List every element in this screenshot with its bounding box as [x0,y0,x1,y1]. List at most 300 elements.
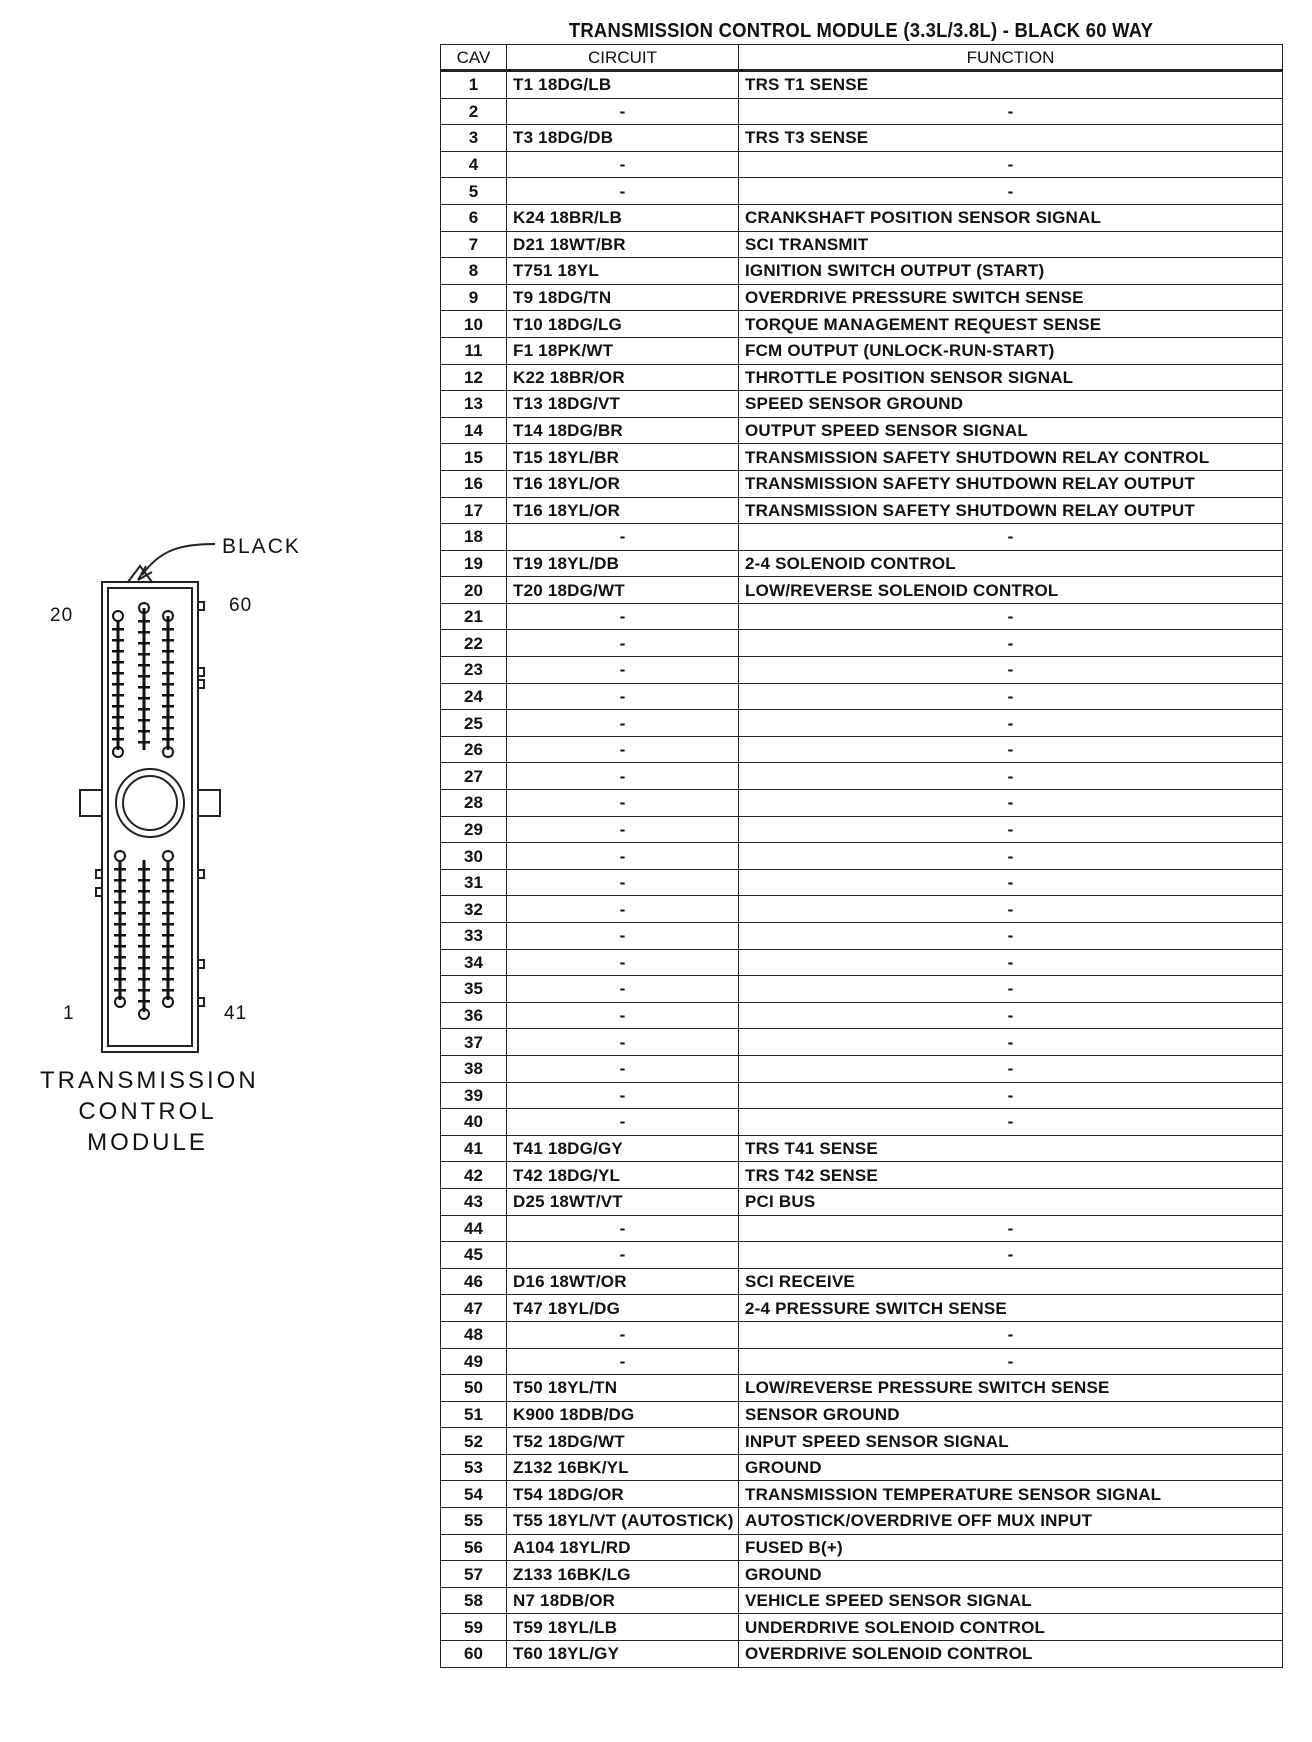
pin-tick [112,672,124,675]
center-bolt-outer [116,769,184,837]
circuit-cell: - [507,151,739,178]
cav-cell: 13 [441,391,507,418]
cav-cell: 18 [441,524,507,551]
module-name [40,1065,259,1158]
function-cell: TRANSMISSION TEMPERATURE SENSOR SIGNAL [739,1481,1283,1508]
cav-cell: 16 [441,470,507,497]
circuit-cell: - [507,710,739,737]
pin-1-label: 1 [63,1003,75,1024]
pin-tick [162,727,174,730]
circuit-cell: T55 18YL/VT (AUTOSTICK) [507,1508,739,1535]
circuit-cell: F1 18PK/WT [507,337,739,364]
circuit-cell: T52 18DG/WT [507,1428,739,1455]
circuit-cell: K900 18DB/DG [507,1401,739,1428]
function-cell: SPEED SENSOR GROUND [739,391,1283,418]
function-cell: - [739,524,1283,551]
circuit-cell: N7 18DB/OR [507,1587,739,1614]
table-row [441,1534,1283,1561]
table-row [441,1375,1283,1402]
circuit-cell: - [507,1055,739,1082]
table-row [441,577,1283,604]
table-row [441,1321,1283,1348]
table-row [441,151,1283,178]
function-cell: IGNITION SWITCH OUTPUT (START) [739,258,1283,285]
cav-cell: 52 [441,1428,507,1455]
circuit-cell: - [507,603,739,630]
table-row [441,284,1283,311]
function-cell: - [739,151,1283,178]
cav-cell: 47 [441,1295,507,1322]
circuit-cell: - [507,683,739,710]
pin-tick [162,716,174,719]
circuit-cell: - [507,736,739,763]
function-cell: - [739,763,1283,790]
table-row [441,1401,1283,1428]
function-cell: - [739,657,1283,684]
cav-cell: 36 [441,1002,507,1029]
function-cell: OVERDRIVE SOLENOID CONTROL [739,1641,1283,1668]
table-row [441,1109,1283,1136]
function-cell: TRANSMISSION SAFETY SHUTDOWN RELAY OUTPUT [739,497,1283,524]
cav-cell: 34 [441,949,507,976]
table-row [441,391,1283,418]
circuit-cell: - [507,1321,739,1348]
pin-tick [114,956,126,959]
table-row [441,1614,1283,1641]
circuit-cell: - [507,843,739,870]
table-row [441,204,1283,231]
circuit-cell: - [507,630,739,657]
function-cell: - [739,1082,1283,1109]
circuit-cell: - [507,1215,739,1242]
table-row [441,1242,1283,1269]
circuit-cell: K24 18BR/LB [507,204,739,231]
circuit-cell: T14 18DG/BR [507,417,739,444]
function-cell: TRANSMISSION SAFETY SHUTDOWN RELAY CONTROL [739,444,1283,471]
table-row [441,524,1283,551]
pin-20-label: 20 [50,605,74,626]
circuit-cell: T50 18YL/TN [507,1375,739,1402]
function-cell: UNDERDRIVE SOLENOID CONTROL [739,1614,1283,1641]
table-row [441,470,1283,497]
table-row [441,1268,1283,1295]
header-circuit: CIRCUIT [507,45,739,71]
table-row [441,178,1283,205]
cav-cell: 11 [441,337,507,364]
function-cell: FCM OUTPUT (UNLOCK-RUN-START) [739,337,1283,364]
cav-cell: 48 [441,1321,507,1348]
function-cell: OUTPUT SPEED SENSOR SIGNAL [739,417,1283,444]
cav-cell: 24 [441,683,507,710]
pin-tick [114,912,126,915]
function-cell: - [739,710,1283,737]
table-row [441,1561,1283,1588]
table-title: TRANSMISSION CONTROL MODULE (3.3L/3.8L) - BLACK 60 WAY [568,20,1154,42]
pin-tick [162,738,174,741]
cav-cell: 9 [441,284,507,311]
pin-tick [162,650,174,653]
cav-cell: 56 [441,1534,507,1561]
circuit-cell: - [507,1109,739,1136]
cav-cell: 35 [441,976,507,1003]
pin-tick [138,967,150,970]
function-cell: - [739,896,1283,923]
pin-tick [114,967,126,970]
pin-tick [162,945,174,948]
cav-cell: 42 [441,1162,507,1189]
cav-cell: 37 [441,1029,507,1056]
connector-diagram [40,520,300,1160]
circuit-cell: - [507,790,739,817]
pin-tick [138,901,150,904]
pin-tick [138,653,150,656]
pin-tick [114,934,126,937]
pin-tick [162,683,174,686]
pin-tick [112,705,124,708]
circuit-cell: T47 18YL/DG [507,1295,739,1322]
pin-tick [112,661,124,664]
module-name-line: CONTROL [78,1098,217,1125]
pin-tick [162,672,174,675]
function-cell: - [739,1215,1283,1242]
pin-tick [114,901,126,904]
pin-tick [114,945,126,948]
pin-tick [162,901,174,904]
function-cell: 2-4 PRESSURE SWITCH SENSE [739,1295,1283,1322]
table-row [441,1055,1283,1082]
pin-tick [112,716,124,719]
pin-tick [162,989,174,992]
pin-tick [138,1000,150,1003]
table-row [441,1215,1283,1242]
cav-cell: 40 [441,1109,507,1136]
table-row [441,710,1283,737]
table-row [441,1641,1283,1668]
pin-tick [112,694,124,697]
center-bolt-inner [123,776,177,830]
circuit-cell: T15 18YL/BR [507,444,739,471]
pin-tick [112,727,124,730]
function-cell: - [739,98,1283,125]
function-cell: AUTOSTICK/OVERDRIVE OFF MUX INPUT [739,1508,1283,1535]
table-row [441,1508,1283,1535]
pin-tick [162,879,174,882]
connector-drawing [40,520,300,1060]
function-cell: SCI RECEIVE [739,1268,1283,1295]
function-cell: TRS T1 SENSE [739,71,1283,99]
circuit-cell: - [507,949,739,976]
pin-41-label: 41 [224,1003,248,1024]
table-row [441,816,1283,843]
pin-tick [162,694,174,697]
cav-cell: 10 [441,311,507,338]
circuit-cell: Z133 16BK/LG [507,1561,739,1588]
pin-tick [162,705,174,708]
circuit-cell: - [507,923,739,950]
cav-cell: 53 [441,1454,507,1481]
pin-tick [138,934,150,937]
cav-cell: 59 [441,1614,507,1641]
circuit-cell: - [507,1242,739,1269]
circuit-cell: A104 18YL/RD [507,1534,739,1561]
circuit-cell: T9 18DG/TN [507,284,739,311]
table-row [441,258,1283,285]
circuit-cell: - [507,178,739,205]
pin-tick [138,730,150,733]
cav-cell: 30 [441,843,507,870]
function-cell: PCI BUS [739,1188,1283,1215]
circuit-cell: T16 18YL/OR [507,497,739,524]
cav-cell: 28 [441,790,507,817]
function-cell: TORQUE MANAGEMENT REQUEST SENSE [739,311,1283,338]
function-cell: - [739,1109,1283,1136]
cav-cell: 43 [441,1188,507,1215]
pin-tick [162,890,174,893]
circuit-cell: T42 18DG/YL [507,1162,739,1189]
pin-tick [138,631,150,634]
function-cell: GROUND [739,1454,1283,1481]
pin-tick [112,738,124,741]
function-cell: CRANKSHAFT POSITION SENSOR SIGNAL [739,204,1283,231]
pin-tick [138,642,150,645]
table-row [441,417,1283,444]
cav-cell: 26 [441,736,507,763]
function-cell: - [739,843,1283,870]
circuit-cell: - [507,869,739,896]
cav-cell: 60 [441,1641,507,1668]
table-row [441,311,1283,338]
function-cell: GROUND [739,1561,1283,1588]
cav-cell: 38 [441,1055,507,1082]
circuit-cell: - [507,896,739,923]
cav-cell: 1 [441,71,507,99]
circuit-cell: - [507,98,739,125]
header-cav: CAV [441,45,507,71]
left-latch [80,790,102,816]
pin-tick [138,697,150,700]
pin-60-label: 60 [229,595,253,616]
pin-tick [162,661,174,664]
module-name-line: TRANSMISSION [40,1067,259,1094]
function-cell: SCI TRANSMIT [739,231,1283,258]
table-row [441,976,1283,1003]
pinout-table-body [441,71,1283,1668]
circuit-cell: - [507,1002,739,1029]
circuit-cell: - [507,1029,739,1056]
cav-cell: 8 [441,258,507,285]
cav-cell: 49 [441,1348,507,1375]
circuit-cell: T1 18DG/LB [507,71,739,99]
table-row [441,1082,1283,1109]
circuit-cell: T20 18DG/WT [507,577,739,604]
function-cell: - [739,603,1283,630]
circuit-cell: - [507,524,739,551]
upper-pin-columns [118,608,168,750]
pin-tick [112,683,124,686]
pin-tick [162,868,174,871]
pin-tick [114,923,126,926]
pin-tick [162,934,174,937]
table-row [441,630,1283,657]
function-cell: VEHICLE SPEED SENSOR SIGNAL [739,1587,1283,1614]
table-row [441,1029,1283,1056]
cav-cell: 23 [441,657,507,684]
right-latch [198,790,220,816]
cav-cell: 4 [441,151,507,178]
pin-tick [162,967,174,970]
table-row [441,98,1283,125]
cav-cell: 12 [441,364,507,391]
circuit-cell: - [507,1082,739,1109]
cav-cell: 25 [441,710,507,737]
table-row [441,337,1283,364]
circuit-cell: T10 18DG/LG [507,311,739,338]
table-row [441,949,1283,976]
cav-cell: 46 [441,1268,507,1295]
cav-cell: 21 [441,603,507,630]
pin-tick [138,945,150,948]
cav-cell: 19 [441,550,507,577]
function-cell: LOW/REVERSE PRESSURE SWITCH SENSE [739,1375,1283,1402]
pin-ticks [112,620,174,1003]
circuit-cell: Z132 16BK/YL [507,1454,739,1481]
function-cell: TRS T42 SENSE [739,1162,1283,1189]
table-row [441,71,1283,99]
function-cell: - [739,790,1283,817]
circuit-cell: T13 18DG/VT [507,391,739,418]
function-cell: - [739,178,1283,205]
pin-tick [138,620,150,623]
cav-cell: 20 [441,577,507,604]
circuit-cell: T16 18YL/OR [507,470,739,497]
cav-cell: 3 [441,125,507,152]
pin-tick [114,890,126,893]
table-row [441,657,1283,684]
function-cell: - [739,630,1283,657]
pin-tick [138,868,150,871]
function-cell: - [739,1348,1283,1375]
function-cell: - [739,1321,1283,1348]
cav-cell: 41 [441,1135,507,1162]
table-header-row [441,45,1283,71]
cav-cell: 51 [441,1401,507,1428]
circuit-cell: D21 18WT/BR [507,231,739,258]
table-row [441,1348,1283,1375]
function-cell: - [739,816,1283,843]
pin-tick [138,675,150,678]
table-row [441,1454,1283,1481]
pin-tick [162,912,174,915]
cav-cell: 6 [441,204,507,231]
table-row [441,1002,1283,1029]
table-row [441,683,1283,710]
pinout-table [440,44,1283,1668]
table-row [441,1188,1283,1215]
color-leader-line [142,544,215,575]
table-row [441,923,1283,950]
circuit-cell: T3 18DG/DB [507,125,739,152]
pin-tick [162,978,174,981]
function-cell: SENSOR GROUND [739,1401,1283,1428]
pin-tick [138,989,150,992]
pin-tick [112,650,124,653]
function-cell: FUSED B(+) [739,1534,1283,1561]
table-row [441,896,1283,923]
cav-cell: 45 [441,1242,507,1269]
pin-tick [162,923,174,926]
table-row [441,1135,1283,1162]
function-cell: - [739,736,1283,763]
circuit-cell: - [507,1348,739,1375]
connector-color-label: BLACK [222,535,301,558]
table-row [441,444,1283,471]
cav-cell: 5 [441,178,507,205]
function-cell: OVERDRIVE PRESSURE SWITCH SENSE [739,284,1283,311]
function-cell: - [739,923,1283,950]
circuit-cell: - [507,763,739,790]
cav-cell: 7 [441,231,507,258]
pin-tick [138,719,150,722]
cav-cell: 54 [441,1481,507,1508]
cav-cell: 33 [441,923,507,950]
pin-tick [138,708,150,711]
table-row [441,763,1283,790]
cav-cell: 27 [441,763,507,790]
pin-tick [138,741,150,744]
function-cell: THROTTLE POSITION SENSOR SIGNAL [739,364,1283,391]
pin-tick [114,978,126,981]
function-cell: - [739,976,1283,1003]
function-cell: - [739,1242,1283,1269]
pin-tick [114,879,126,882]
function-cell: - [739,1002,1283,1029]
table-row [441,603,1283,630]
pin-tick [138,890,150,893]
table-row [441,843,1283,870]
circuit-cell: T19 18YL/DB [507,550,739,577]
function-cell: TRS T3 SENSE [739,125,1283,152]
function-cell: - [739,1055,1283,1082]
circuit-cell: D16 18WT/OR [507,1268,739,1295]
table-row [441,550,1283,577]
circuit-cell: - [507,976,739,1003]
pin-tick [138,956,150,959]
table-row [441,1295,1283,1322]
function-cell: - [739,683,1283,710]
table-row [441,231,1283,258]
cav-cell: 57 [441,1561,507,1588]
pin-tick [138,978,150,981]
function-cell: INPUT SPEED SENSOR SIGNAL [739,1428,1283,1455]
cav-cell: 44 [441,1215,507,1242]
pin-tick [138,912,150,915]
pin-tick [114,989,126,992]
pin-tick [112,628,124,631]
table-row [441,125,1283,152]
cav-cell: 50 [441,1375,507,1402]
cav-cell: 2 [441,98,507,125]
circuit-cell: D25 18WT/VT [507,1188,739,1215]
cav-cell: 32 [441,896,507,923]
cav-cell: 31 [441,869,507,896]
circuit-cell: - [507,657,739,684]
cav-cell: 17 [441,497,507,524]
cav-cell: 39 [441,1082,507,1109]
pin-tick [114,868,126,871]
circuit-cell: K22 18BR/OR [507,364,739,391]
function-cell: - [739,1029,1283,1056]
circuit-cell: T54 18DG/OR [507,1481,739,1508]
